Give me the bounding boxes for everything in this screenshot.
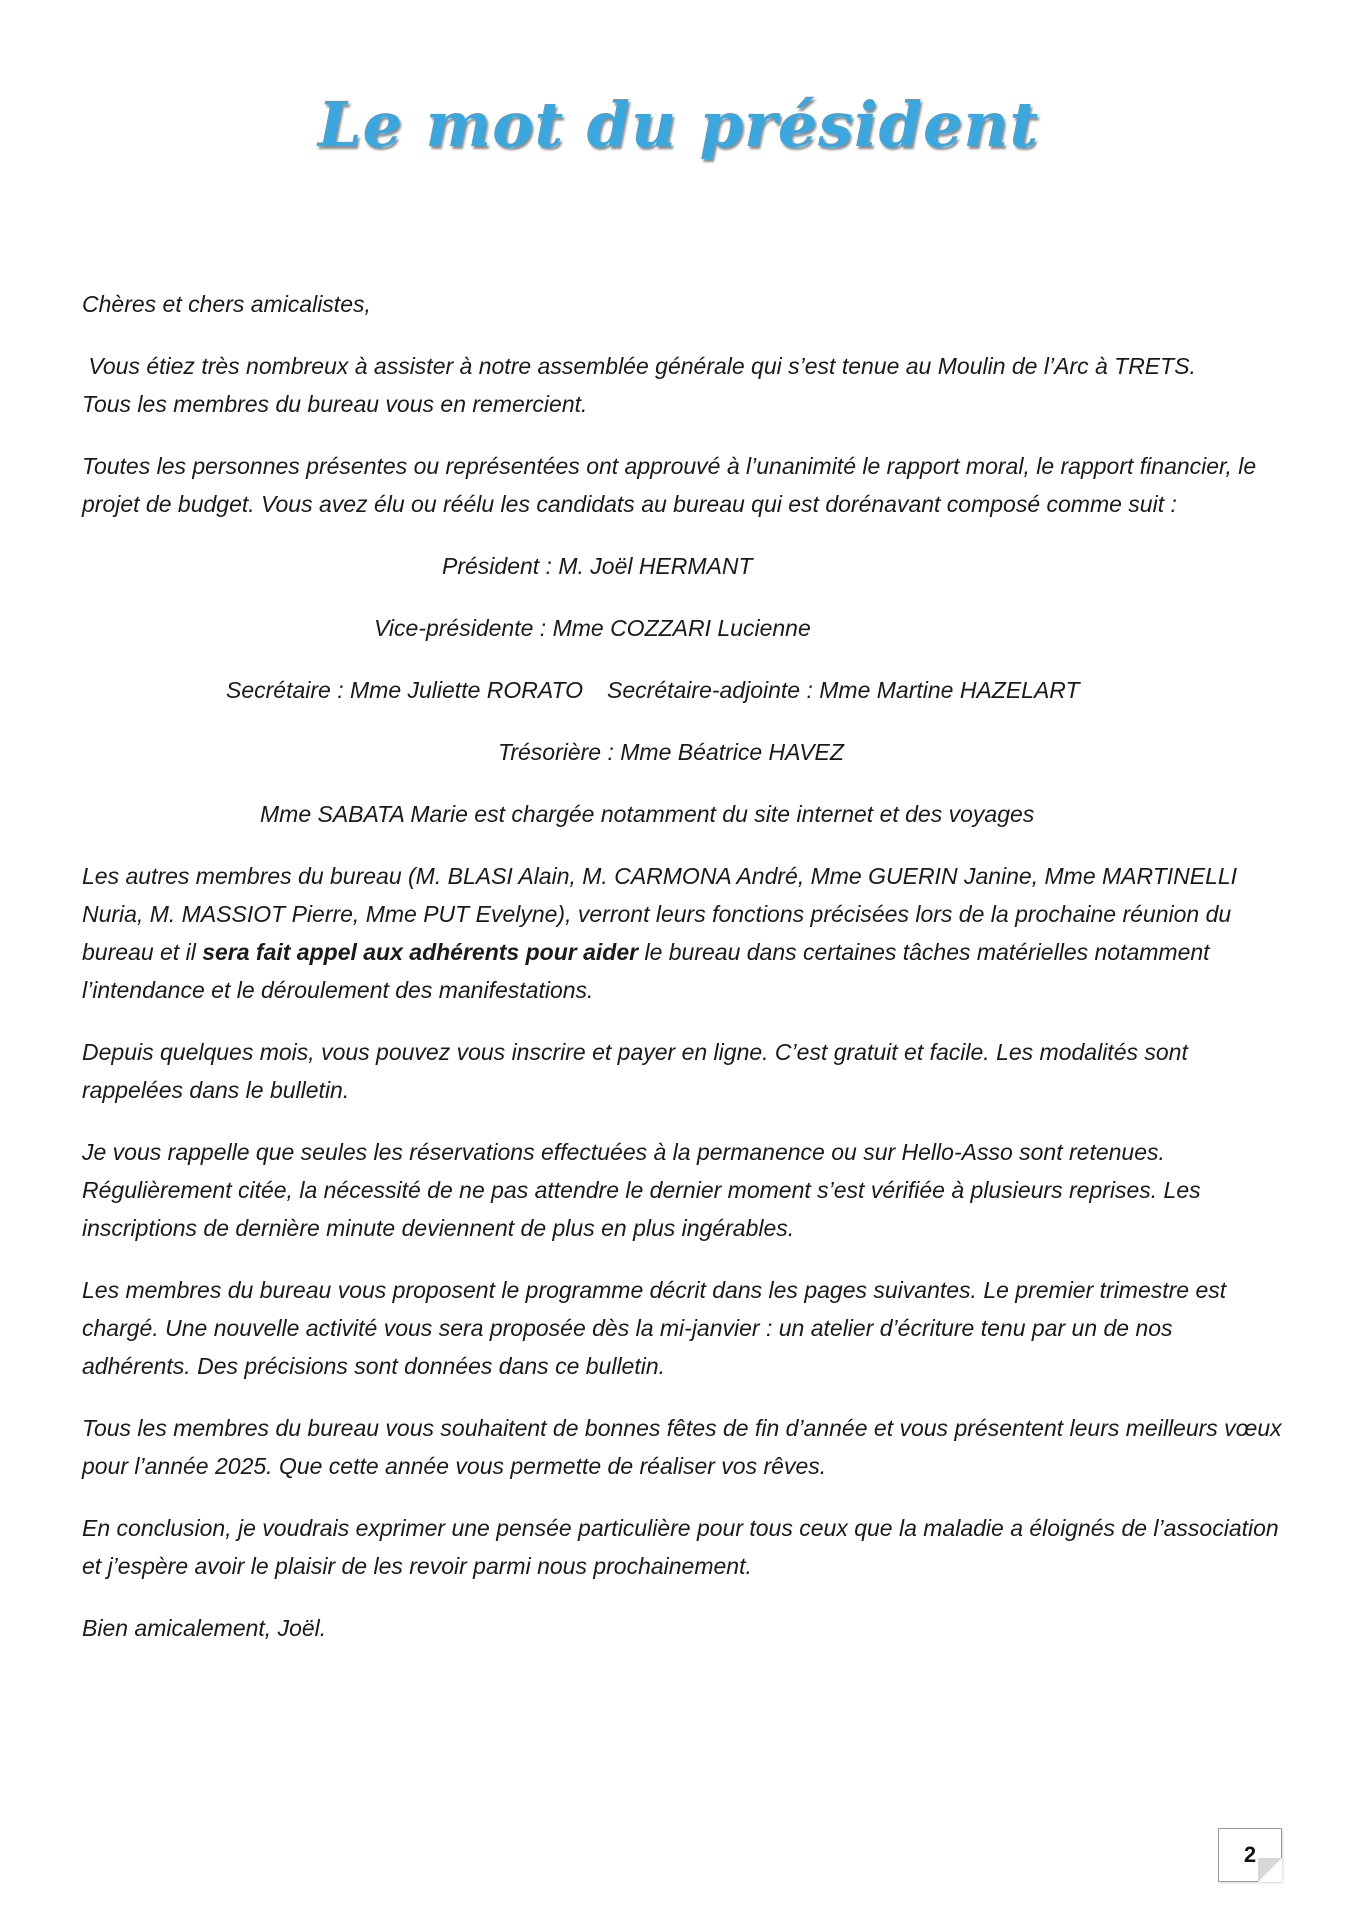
paragraph-other-members-after: le bureau dans certaines tâches matérielles notamment l’intendance et le déroulement des manifestations. (82, 939, 1210, 1003)
page-number: 2 (1243, 1842, 1257, 1867)
paragraph-approval: Toutes les personnes présentes ou représentées ont approuvé à l’unanimité le rapport moral, le rapport financier, le projet de budget. Vous avez élu ou réélu les candidats au bureau qui est dorénavant composé comme suit : (82, 453, 1257, 517)
paragraph-other-members-before: Les autres membres du bureau (M. BLASI Alain, M. CARMONA André, Mme GUERIN Janine, Mme MARTINELLI Nuria, M. MASSIOT Pierre, Mme PUT Evelyne), verront leurs fonctions précisées lors de la prochaine réunion du bureau et il (82, 863, 1238, 965)
bureau-secretaire: Secrétaire : Mme Juliette RORATO (226, 677, 584, 703)
paragraph-conclusion: En conclusion, je voudrais exprimer une pensée particulière pour tous ceux que la maladie a éloignés de l’association et j’espère avoir le plaisir de les revoir parmi nous prochainement. (82, 1515, 1279, 1579)
paragraph-program: Les membres du bureau vous proposent le programme décrit dans les pages suivantes. Le premier trimestre est chargé. Une nouvelle activité vous sera proposée dès la mi-janvier : un atelier d’écriture tenu par un de nos adhérents. Des précisions sont données dans ce bulletin. (82, 1277, 1227, 1379)
signoff: Bien amicalement, Joël. (82, 1615, 327, 1641)
bureau-secretaries (82, 671, 1282, 709)
page-fold-corner (1258, 1858, 1282, 1882)
letter-body (82, 285, 1282, 1671)
bureau-vice-presidente: Vice-présidente : Mme COZZARI Lucienne (374, 615, 811, 641)
call-for-volunteers: sera fait appel aux adhérents pour aider (202, 939, 639, 965)
paragraph-attendance-line2: Tous les membres du bureau vous en remercient. (82, 391, 588, 417)
paragraph-other-members (82, 857, 1282, 1009)
bureau-tresoriere: Trésorière : Mme Béatrice HAVEZ (498, 739, 844, 765)
paragraph-online-registration: Depuis quelques mois, vous pouvez vous inscrire et payer en ligne. C’est gratuit et facile. Les modalités sont rappelées dans le bulletin. (82, 1039, 1188, 1103)
paragraph-reservations: Je vous rappelle que seules les réservations effectuées à la permanence ou sur Hello-Asso sont retenues. Régulièrement citée, la nécessité de ne pas attendre le dernier moment s’est vérifiée à plusieurs reprises. Les inscriptions de dernière minute deviennent de plus en plus ingérables. (82, 1139, 1201, 1241)
bureau-secretaire-adjointe: Secrétaire-adjointe : Mme Martine HAZELART (607, 677, 1080, 703)
paragraph-wishes: Tous les membres du bureau vous souhaitent de bonnes fêtes de fin d’année et vous présentent leurs meilleurs vœux pour l’année 2025. Que cette année vous permette de réaliser vos rêves. (82, 1415, 1282, 1479)
bureau-sabata: Mme SABATA Marie est chargée notamment du site internet et des voyages (260, 801, 1035, 827)
bureau-president: Président : M. Joël HERMANT (442, 553, 753, 579)
greeting: Chères et chers amicalistes, (82, 291, 371, 317)
page-number-box (1218, 1828, 1282, 1882)
paragraph-attendance (82, 347, 1282, 423)
page-title: Le mot du président (317, 88, 1040, 161)
paragraph-attendance-line1: Vous étiez très nombreux à assister à notre assemblée générale qui s’est tenue au Moulin de l’Arc à TRETS. (82, 353, 1196, 379)
